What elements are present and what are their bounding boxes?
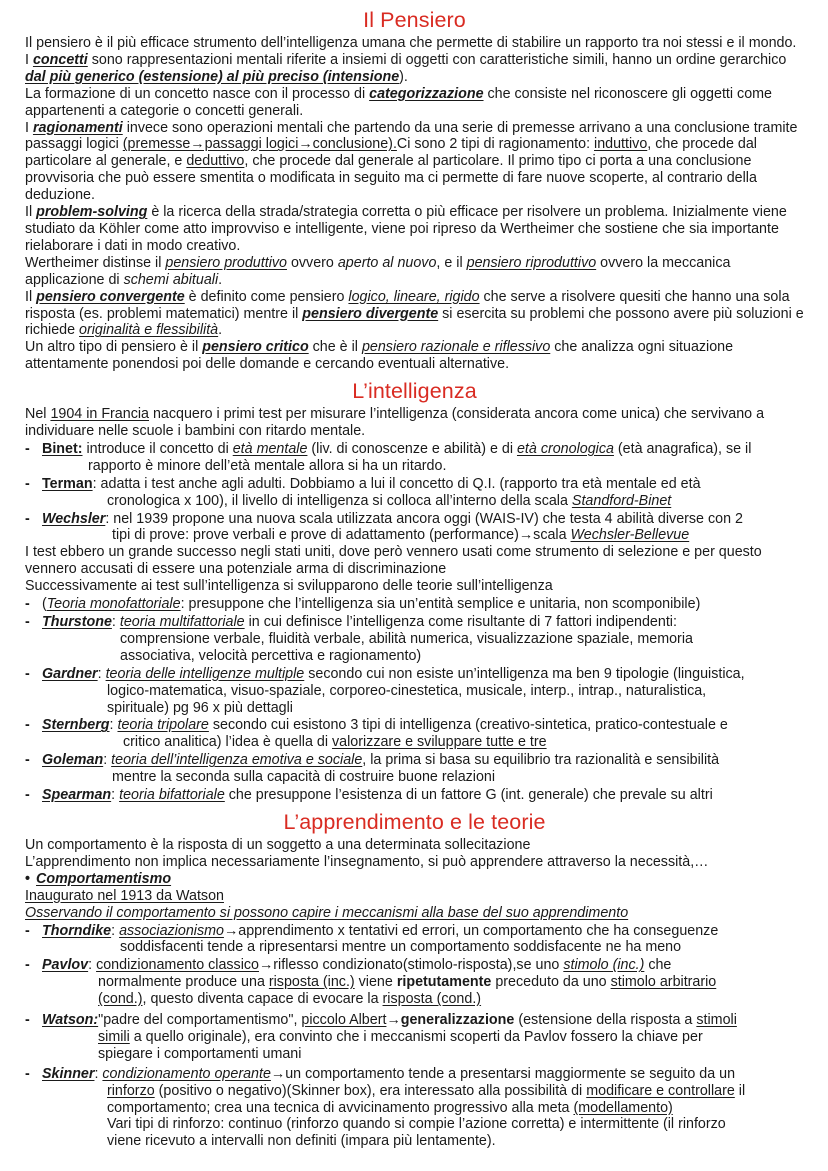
term-wechsler-bellevue: Wechsler-Bellevue <box>570 527 690 544</box>
term-eta-mentale: età mentale <box>232 440 308 457</box>
author-gardner: Gardner <box>42 665 98 682</box>
dash-bullet-icon: - <box>25 665 30 682</box>
list-item-skinner: - Skinner: condizionamento operante→un comportamento tende a presentarsi maggiormente se seguito da un rinforzo (positivo o negativo)(Skinner box), era interessato alla possibilità di modificare e controllare il comportamento; crea una tecnica di avvicinamento progressivo alla meta (modellamento) Vari tipi di rinforzo: continuo (rinforzo quando si compie l’azione corretta) e intermittente (il rinforzo viene ricevuto a intervalli non definiti (impara più lentamente). <box>25 1065 746 1150</box>
author-thurstone: Thurstone <box>42 614 112 630</box>
author-sternberg: Sternberg <box>42 717 110 734</box>
term-piccolo-albert: piccolo Albert <box>301 1012 387 1029</box>
paragraph-pensiero-intro: Il pensiero è il più efficace strumento dell’intelligenza umana che permette di stabilire un rapporto tra noi stessi e il mondo. <box>25 35 797 51</box>
paragraph-osservando: Osservando il comportamento si possono capire i meccanismi alla base del suo apprendimento <box>25 904 629 921</box>
list-item-thorndike: - Thorndike: associazionismo→apprendimento x tentativi ed errori, un comportamento che ha conseguenze soddisfacenti tende a ripresentarsi mentre un comportamento soddisfacente ne ha meno <box>25 922 719 956</box>
paragraph-ragionamenti: I ragionamenti invece sono operazioni mentali che partendo da una serie di premesse arrivano a una conclusione tramite passaggi logici (premesse→passaggi logici→conclusione).Ci sono 2 tipi di ragionamento: induttivo, che procede dal particolare al generale, e deduttivo, che procede dal generale al particolare. Il primo tipo ci porta a una conclusione provvisoria che può essere smentita o modificata in seguito ma ci permette di fare nuove scoperte, al contrario della deduzione. <box>25 119 798 204</box>
term-intelligenza-emotiva: teoria dell’intelligenza emotiva e sociale <box>111 752 363 769</box>
term-cond: (cond.) <box>98 991 143 1008</box>
term-associazionismo: associazionismo <box>119 922 224 939</box>
dash-bullet-icon: - <box>25 922 30 939</box>
paragraph-categorizzazione: La formazione di un concetto nasce con il processo di categorizzazione che consiste nel riconoscere gli oggetti come appartenenti a categorie o concetti generali. <box>25 85 773 119</box>
dash-bullet-icon: - <box>25 787 30 804</box>
dash-bullet-icon: - <box>25 1065 30 1082</box>
term-originalita: originalità e flessibilità <box>79 322 219 339</box>
term-pensiero-razionale: pensiero razionale e riflessivo <box>361 339 551 356</box>
dash-bullet-icon: - <box>25 596 30 613</box>
author-binet: Binet: <box>42 440 83 457</box>
term-valorizzare: valorizzare e sviluppare tutte e tre <box>332 734 547 751</box>
theories-list <box>25 596 804 804</box>
term-concetti: concetti <box>32 51 88 68</box>
term-aperto-al-nuovo: aperto al nuovo <box>337 254 437 271</box>
term-schema-ragionamento: (premesse→passaggi logici→conclusione). <box>122 136 397 153</box>
term-simili: simili <box>98 1028 130 1045</box>
dash-bullet-icon: - <box>25 957 30 974</box>
term-gerarchia: dal più generico (estensione) al più preciso (intensione <box>25 68 400 85</box>
behaviorists-list <box>25 923 804 1151</box>
list-item-gardner: - Gardner: teoria delle intelligenze multiple secondo cui non esiste un’intelligenza ma ben 9 tipologie (linguistica, logico-matematica, visuo-spaziale, corporeo-cinestetica, musicale, interp., intrap., naturalistica, spirituale) pg 96 x più dettagli <box>25 665 745 716</box>
paragraph-pensiero-critico: Un altro tipo di pensiero è il pensiero critico che è il pensiero razionale e riflessivo che analizza ogni situazione attentamente ponendosi poi delle domande e cercando eventuali alternative. <box>25 339 734 373</box>
term-modellamento: (modellamento) <box>573 1099 673 1116</box>
term-pensiero-divergente: pensiero divergente <box>302 305 439 322</box>
list-item-sternberg: - Sternberg: teoria tripolare secondo cui esistono 3 tipi di intelligenza (creativo-sintetica, pratico-contestuale e critico analitica) l’idea è quella di valorizzare e sviluppare tutte e tre <box>25 717 728 751</box>
term-pensiero-riproduttivo: pensiero riproduttivo <box>466 254 597 271</box>
paragraph-inaugurato: Inaugurato nel 1913 da Watson <box>25 887 224 904</box>
term-stimoli: stimoli <box>696 1012 737 1029</box>
list-item-goleman: - Goleman: teoria dell’intelligenza emotiva e sociale, la prima si basa su equilibrio tra razionalità e sensibilità mentre la seconda sulla capacità di costruire buone relazioni <box>25 752 720 786</box>
list-item-wechsler: - Wechsler: nel 1939 propone una nuova scala utilizzata ancora oggi (WAIS-IV) che testa 4 abilità diverse con 2 tipi di prove: prove verbali e prove di adattamento (performance)→scala Wechsler-Bellevue <box>25 510 743 544</box>
dash-bullet-icon: - <box>25 510 30 527</box>
author-terman: Terman <box>42 475 93 492</box>
term-1904-francia: 1904 in Francia <box>50 406 149 423</box>
term-pensiero-convergente: pensiero convergente <box>36 288 185 305</box>
term-ripetutamente: ripetutamente <box>396 974 492 991</box>
dash-bullet-icon: - <box>25 752 30 769</box>
paragraph-intelligenza-intro: Nel 1904 in Francia nacquero i primi test per misurare l’intelligenza (considerata ancora come unica) che servivano a individuare nelle scuole i bambini con ritardo mentale. <box>25 406 765 440</box>
author-spearman: Spearman <box>42 787 112 804</box>
author-pavlov: Pavlov <box>42 957 89 974</box>
term-stimolo-arbitrario: stimolo arbitrario <box>610 974 717 991</box>
author-wechsler: Wechsler <box>42 510 106 527</box>
author-goleman: Goleman <box>42 752 104 769</box>
paragraph-concetti: I concetti sono rappresentazioni mentali riferite a insiemi di oggetti con caratteristiche simili, hanno un ordine gerarchico dal più generico (estensione) al più preciso (intensione). <box>25 51 787 85</box>
paragraph-test-usa: I test ebbero un grande successo negli stati uniti, dove però vennero usati come strumento di selezione e per questo vennero accusati di essere una potenziale arma di discriminazione <box>25 544 762 578</box>
term-risposta-inc: risposta (inc.) <box>268 974 355 991</box>
term-teoria-multifattoriale: teoria multifattoriale <box>119 614 245 630</box>
paragraph-comportamento: Un comportamento è la risposta di un soggetto a una determinata sollecitazione <box>25 836 531 853</box>
term-rinforzo: rinforzo <box>107 1082 155 1099</box>
dash-bullet-icon: - <box>25 440 30 457</box>
term-generalizzazione: generalizzazione <box>400 1012 515 1029</box>
list-item-pavlov: - Pavlov: condizionamento classico→riflesso condizionato(stimolo-risposta),se uno stimolo (inc.) che normalmente produce una risposta (inc.) viene ripetutamente preceduto da uno stimolo arbitrario (cond.), questo diventa capace di evocare la risposta (cond.) <box>25 957 717 1008</box>
term-pensiero-produttivo: pensiero produttivo <box>165 254 287 271</box>
list-item-thurstone: - Thurstone: teoria multifattoriale in cui definisce l’intelligenza come risultante di 7 fattori indipendenti: comprensione verbale, fluidità verbale, abilità numerica, visualizzazione spaziale, memoria associativa, velocità percettiva e ragionamento) <box>25 614 693 664</box>
term-condizionamento-operante: condizionamento operante <box>102 1065 271 1082</box>
term-ragionamenti: ragionamenti <box>32 119 123 136</box>
section-title-apprendimento: L’apprendimento e le teorie <box>283 809 546 834</box>
term-induttivo: induttivo <box>594 136 648 153</box>
term-stimolo-inc: stimolo (inc.) <box>563 957 645 974</box>
author-skinner: Skinner <box>42 1065 95 1082</box>
term-teoria-bifattoriale: teoria bifattoriale <box>119 787 225 804</box>
list-item-spearman: - Spearman: teoria bifattoriale che presuppone l’esistenza di un fattore G (int. generale) che prevale su altri <box>25 787 713 804</box>
term-standford-binet: Standford-Binet <box>571 492 672 509</box>
paragraph-teorie: Successivamente ai test sull’intelligenza si svilupparono delle teorie sull’intelligenza <box>25 578 553 595</box>
section-title-intelligenza: L’intelligenza <box>352 379 477 404</box>
term-pensiero-critico: pensiero critico <box>202 339 309 356</box>
list-item-monofattoriale: - (Teoria monofattoriale: presuppone che l’intelligenza sia un’entità semplice e unitaria, non scomponibile) <box>25 596 701 613</box>
dash-bullet-icon: - <box>25 475 30 492</box>
author-watson: Watson: <box>42 1012 99 1029</box>
paragraph-convergente-divergente: Il pensiero convergente è definito come pensiero logico, lineare, rigido che serve a risolvere quesiti che hanno una sola risposta (es. problemi matematici) mentre il pensiero divergente si esercita su problemi che possono avere più soluzioni e richiede originalità e flessibilità. <box>25 288 804 339</box>
list-item-terman: - Terman: adatta i test anche agli adulti. Dobbiamo a lui il concetto di Q.I. (rapporto tra età mentale ed età cronologica x 100), il livello di intelligenza si colloca all’interno della scala Standford-Binet <box>25 475 701 509</box>
paragraph-wertheimer: Wertheimer distinse il pensiero produttivo ovvero aperto al nuovo, e il pensiero riproduttivo ovvero la meccanica applicazione di schemi abituali. <box>25 254 731 288</box>
term-schemi-abituali: schemi abituali <box>123 271 219 288</box>
paragraph-apprendimento: L’apprendimento non implica necessariamente l’insegnamento, si può apprendere attraverso la necessità,… <box>25 853 709 870</box>
term-condizionamento-classico: condizionamento classico <box>96 957 259 974</box>
section-title-pensiero: Il Pensiero <box>363 8 466 32</box>
term-deduttivo: deduttivo <box>186 153 245 170</box>
term-logico-lineare-rigido: logico, lineare, rigido <box>348 288 480 305</box>
term-eta-cronologica: età cronologica <box>516 440 614 457</box>
term-teoria-tripolare: teoria tripolare <box>117 717 209 734</box>
dash-bullet-icon: - <box>25 717 30 734</box>
dash-bullet-icon: - <box>25 614 30 630</box>
bullet-comportamentismo <box>25 871 804 888</box>
test-authors-list <box>25 441 804 544</box>
list-item-watson: - Watson:"padre del comportamentismo", piccolo Albert→generalizzazione (estensione della risposta a stimoli simili a quello originale), era convinto che i meccanismi scoperti da Pavlov fossero la chiave per spiegare i comportamenti umani <box>25 1012 737 1062</box>
term-intelligenze-multiple: teoria delle intelligenze multiple <box>105 665 305 682</box>
term-risposta-cond: risposta (cond.) <box>382 991 482 1008</box>
term-categorizzazione: categorizzazione <box>369 85 484 102</box>
paragraph-problem-solving: Il problem-solving è la ricerca della strada/strategia corretta o più efficace per risolvere un problema. Inizialmente viene studiato da Köhler come atto improvviso e intelligente, viene poi ripreso da Wertheimer che sostiene che sia importante rielaborare i dati in modo creativo. <box>25 204 787 254</box>
term-problem-solving: problem-solving <box>36 204 148 221</box>
list-item-binet: - Binet: introduce il concetto di età mentale (liv. di conoscenze e abilità) e di età cronologica (età anagrafica), se il rapporto è minore dell’età mentale allora si ha un ritardo. <box>25 440 752 474</box>
term-comportamentismo: Comportamentismo <box>36 870 172 887</box>
dash-bullet-icon: - <box>25 1012 30 1029</box>
term-teoria-monofattoriale: Teoria monofattoriale <box>46 596 181 613</box>
author-thorndike: Thorndike <box>42 922 112 939</box>
term-modificare-controllare: modificare e controllare <box>586 1082 735 1099</box>
